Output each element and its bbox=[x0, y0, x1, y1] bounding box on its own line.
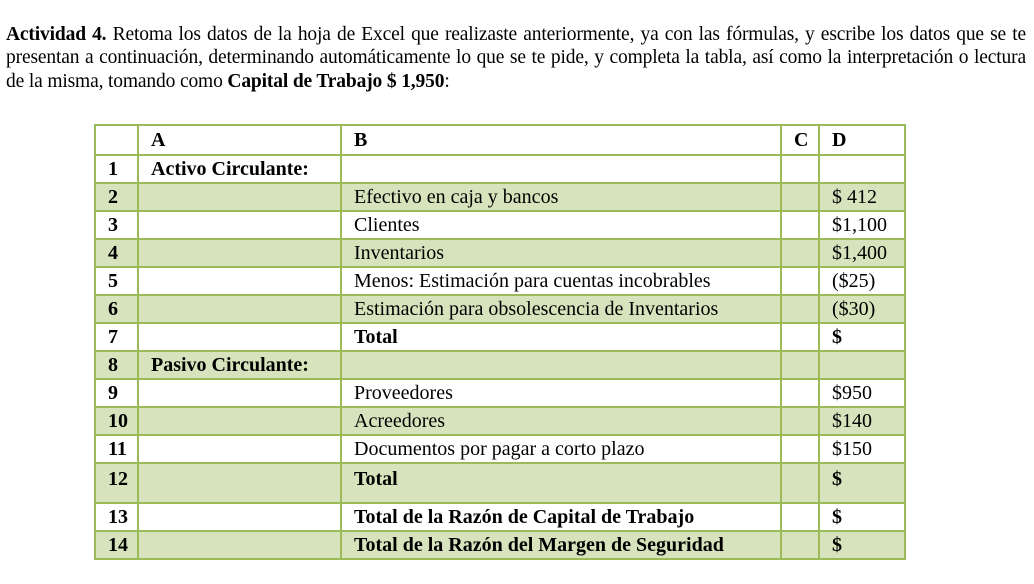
working-capital-emphasis: Capital de Trabajo $ 1,950 bbox=[227, 70, 445, 92]
cell-b[interactable]: Menos: Estimación para cuentas incobrables bbox=[341, 267, 781, 295]
column-header-c[interactable]: C bbox=[781, 125, 819, 155]
row-number: 13 bbox=[95, 503, 138, 531]
instructions-text: Retoma los datos de la hoja de Excel que realizaste anteriormente, ya con las fórmulas, y escribe los datos que se te presentan a continuación, determinando automáticamente lo que se te pide, y completa la tabla, así como la interpretación o lectura de la misma, tomando como bbox=[6, 23, 1026, 92]
row-number: 14 bbox=[95, 531, 138, 559]
cell-d[interactable]: ($25) bbox=[819, 267, 905, 295]
cell-b[interactable] bbox=[341, 155, 781, 183]
row-number: 6 bbox=[95, 295, 138, 323]
cell-a[interactable] bbox=[138, 211, 341, 239]
cell-a[interactable] bbox=[138, 531, 341, 559]
row-number: 1 bbox=[95, 155, 138, 183]
cell-d[interactable] bbox=[819, 155, 905, 183]
cell-a[interactable] bbox=[138, 323, 341, 351]
column-header-row bbox=[95, 125, 905, 155]
row-number: 10 bbox=[95, 407, 138, 435]
column-header-a[interactable]: A bbox=[138, 125, 341, 155]
total-assets-value[interactable]: $ bbox=[819, 323, 905, 351]
table-row bbox=[95, 323, 905, 351]
row-number: 8 bbox=[95, 351, 138, 379]
row-number: 4 bbox=[95, 239, 138, 267]
corner-cell bbox=[95, 125, 138, 155]
cell-c[interactable] bbox=[781, 463, 819, 503]
cell-d[interactable]: $1,100 bbox=[819, 211, 905, 239]
table-row bbox=[95, 407, 905, 435]
column-header-d[interactable]: D bbox=[819, 125, 905, 155]
cell-c[interactable] bbox=[781, 351, 819, 379]
table-row bbox=[95, 463, 905, 503]
row-number: 5 bbox=[95, 267, 138, 295]
cell-a[interactable] bbox=[138, 503, 341, 531]
table-row bbox=[95, 435, 905, 463]
working-capital-ratio-label[interactable]: Total de la Razón de Capital de Trabajo bbox=[341, 503, 781, 531]
cell-c[interactable] bbox=[781, 379, 819, 407]
cell-a[interactable] bbox=[138, 379, 341, 407]
cell-a[interactable] bbox=[138, 463, 341, 503]
instructions-paragraph bbox=[6, 23, 1026, 94]
cell-d[interactable]: $950 bbox=[819, 379, 905, 407]
row-number: 12 bbox=[95, 463, 138, 503]
cell-a[interactable] bbox=[138, 435, 341, 463]
cell-b[interactable]: Efectivo en caja y bancos bbox=[341, 183, 781, 211]
table-row bbox=[95, 379, 905, 407]
cell-b[interactable]: Proveedores bbox=[341, 379, 781, 407]
cell-d[interactable]: $1,400 bbox=[819, 239, 905, 267]
total-liabilities-value[interactable]: $ bbox=[819, 463, 905, 503]
table-row bbox=[95, 351, 905, 379]
row-number: 7 bbox=[95, 323, 138, 351]
cell-b[interactable]: Acreedores bbox=[341, 407, 781, 435]
cell-c[interactable] bbox=[781, 295, 819, 323]
cell-c[interactable] bbox=[781, 531, 819, 559]
table-row bbox=[95, 239, 905, 267]
cell-b[interactable]: Clientes bbox=[341, 211, 781, 239]
cell-d[interactable] bbox=[819, 351, 905, 379]
table-row bbox=[95, 267, 905, 295]
cell-a[interactable] bbox=[138, 183, 341, 211]
total-assets-label[interactable]: Total bbox=[341, 323, 781, 351]
row-number: 9 bbox=[95, 379, 138, 407]
cell-c[interactable] bbox=[781, 407, 819, 435]
spreadsheet-table bbox=[94, 124, 906, 560]
section-label-current-assets[interactable]: Activo Circulante: bbox=[138, 155, 341, 183]
cell-a[interactable] bbox=[138, 239, 341, 267]
safety-margin-ratio-value[interactable]: $ bbox=[819, 531, 905, 559]
cell-c[interactable] bbox=[781, 503, 819, 531]
cell-d[interactable]: $140 bbox=[819, 407, 905, 435]
cell-b[interactable]: Documentos por pagar a corto plazo bbox=[341, 435, 781, 463]
safety-margin-ratio-label[interactable]: Total de la Razón del Margen de Seguridad bbox=[341, 531, 781, 559]
instructions-colon: : bbox=[444, 70, 450, 92]
table-row bbox=[95, 295, 905, 323]
row-number: 3 bbox=[95, 211, 138, 239]
cell-a[interactable] bbox=[138, 267, 341, 295]
cell-a[interactable] bbox=[138, 407, 341, 435]
cell-d[interactable]: ($30) bbox=[819, 295, 905, 323]
column-header-b[interactable]: B bbox=[341, 125, 781, 155]
cell-c[interactable] bbox=[781, 435, 819, 463]
cell-c[interactable] bbox=[781, 267, 819, 295]
table-row bbox=[95, 211, 905, 239]
activity-title: Actividad 4. bbox=[6, 23, 107, 45]
row-number: 11 bbox=[95, 435, 138, 463]
table-row bbox=[95, 531, 905, 559]
cell-d[interactable]: $150 bbox=[819, 435, 905, 463]
section-label-current-liabilities[interactable]: Pasivo Circulante: bbox=[138, 351, 341, 379]
row-number: 2 bbox=[95, 183, 138, 211]
total-liabilities-label[interactable]: Total bbox=[341, 463, 781, 503]
cell-b[interactable]: Estimación para obsolescencia de Inventarios bbox=[341, 295, 781, 323]
cell-c[interactable] bbox=[781, 211, 819, 239]
table-row bbox=[95, 155, 905, 183]
working-capital-ratio-value[interactable]: $ bbox=[819, 503, 905, 531]
table-row bbox=[95, 503, 905, 531]
table-row bbox=[95, 183, 905, 211]
cell-c[interactable] bbox=[781, 323, 819, 351]
cell-c[interactable] bbox=[781, 183, 819, 211]
cell-a[interactable] bbox=[138, 295, 341, 323]
cell-c[interactable] bbox=[781, 239, 819, 267]
cell-d[interactable]: $ 412 bbox=[819, 183, 905, 211]
cell-c[interactable] bbox=[781, 155, 819, 183]
cell-b[interactable]: Inventarios bbox=[341, 239, 781, 267]
cell-b[interactable] bbox=[341, 351, 781, 379]
